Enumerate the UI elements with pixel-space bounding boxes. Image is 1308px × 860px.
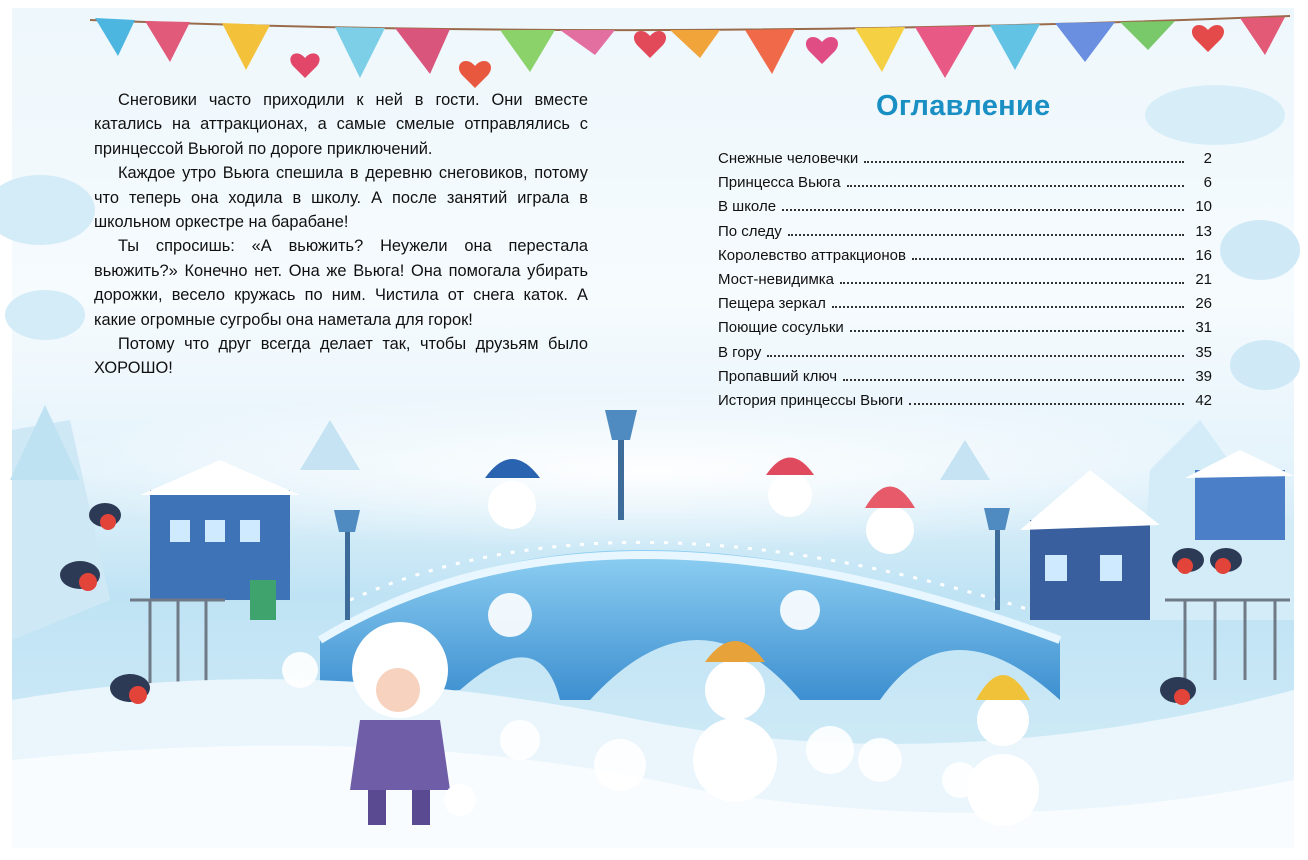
toc-entry xyxy=(718,368,1212,392)
toc-title: Оглавление xyxy=(876,90,1051,122)
toc-entry-title: Пещера зеркал xyxy=(718,295,826,313)
toc-entry-title: В школе xyxy=(718,198,777,216)
toc-leader xyxy=(782,209,1184,211)
toc-leader xyxy=(840,282,1184,284)
toc-entry-title: Мост-невидимка xyxy=(718,270,835,288)
toc-leader xyxy=(788,234,1184,236)
toc-entry xyxy=(718,174,1212,198)
toc-leader xyxy=(767,355,1184,357)
toc-entry-title: Снежные человечки xyxy=(718,150,859,167)
toc-entry xyxy=(718,150,1212,174)
story-paragraph: Снеговики часто приходили к ней в гости. Они вместе катались на аттракционах, а самые смелые отправлялись с принцессой Вьюгой по дороге приключений. xyxy=(94,91,588,158)
toc-leader xyxy=(832,306,1184,308)
story-text xyxy=(94,88,588,381)
story-paragraph: Ты спросишь: «А вьюжить? Неужели она перестала вьюжить?» Конечно нет. Она же Вьюга! Она помогала убирать дорожки, весело кружась по ним. Чистила от снега каток. А какие огромные сугробы она наметала для горок! xyxy=(94,237,588,329)
toc-leader xyxy=(909,403,1184,405)
toc-entry xyxy=(718,223,1212,247)
toc-leader xyxy=(864,161,1184,163)
toc-entry-page: 42 xyxy=(1195,391,1212,409)
toc-entry-page: 10 xyxy=(1195,198,1212,216)
toc-entry xyxy=(718,319,1212,343)
toc-leader xyxy=(912,258,1184,260)
toc-entry-page: 16 xyxy=(1195,246,1212,264)
toc-entry xyxy=(718,344,1212,368)
toc-entry-page: 21 xyxy=(1195,270,1212,288)
toc-entry-title: По следу xyxy=(718,222,782,240)
toc-entry-title: В гору xyxy=(718,343,762,361)
toc-entry xyxy=(718,198,1212,222)
toc-leader xyxy=(850,330,1184,332)
story-paragraph: Каждое утро Вьюга спешила в деревню снеговиков, потому что теперь она ходила в школу. А после занятий играла в школьном оркестре на барабане! xyxy=(94,164,588,232)
toc-entry xyxy=(718,271,1212,295)
toc-entry-page: 39 xyxy=(1195,367,1212,385)
toc-entry-title: Принцесса Вьюга xyxy=(718,174,841,192)
toc-entry-page: 6 xyxy=(1203,174,1212,192)
toc-entry-page: 35 xyxy=(1195,343,1212,361)
toc-entry-title: Пропавший ключ xyxy=(718,367,838,385)
toc-entry-page: 26 xyxy=(1195,295,1212,313)
toc-leader xyxy=(847,185,1184,187)
table-of-contents xyxy=(718,150,1212,416)
toc-entry-title: История принцессы Вьюги xyxy=(718,391,904,409)
toc-entry-title: Королевство аттракционов xyxy=(718,246,906,264)
toc-entry-page: 13 xyxy=(1195,222,1212,240)
toc-entry xyxy=(718,295,1212,319)
toc-entry-page: 2 xyxy=(1203,150,1212,167)
toc-entry-page: 31 xyxy=(1195,319,1212,337)
story-paragraph: Потому что друг всегда делает так, чтобы друзьям было ХОРОШО! xyxy=(94,335,588,378)
toc-entry-title: Поющие сосульки xyxy=(718,319,844,337)
toc-entry xyxy=(718,247,1212,271)
toc-leader xyxy=(843,379,1184,381)
toc-entry xyxy=(718,392,1212,416)
